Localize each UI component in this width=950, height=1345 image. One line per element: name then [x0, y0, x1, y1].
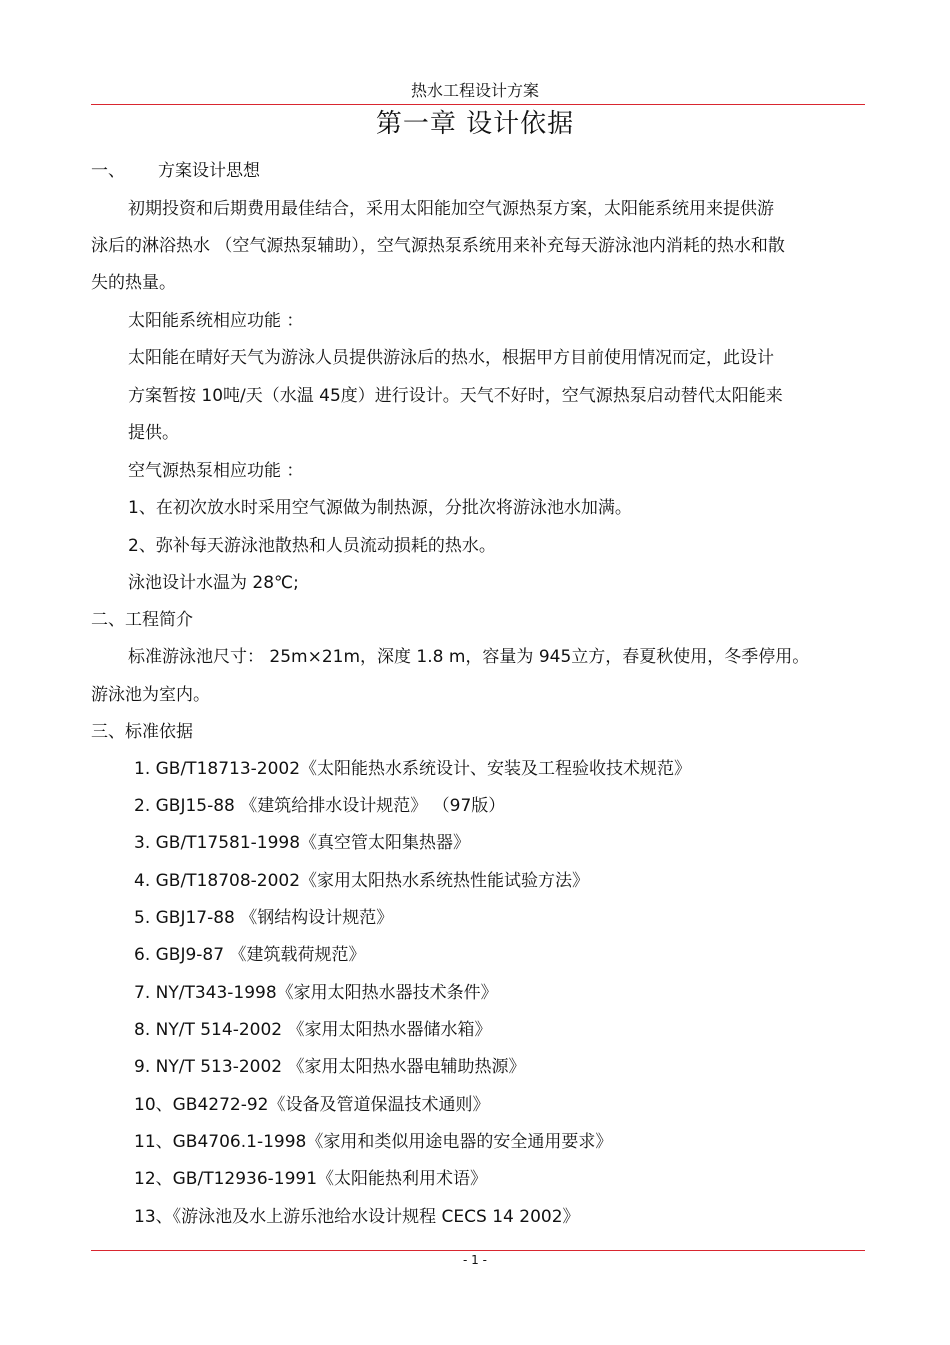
solar-paragraph-line: 方案暂按 10吨/天（水温 45度）进行设计。天气不好时，空气源热泵启动替代太阳能来 — [128, 386, 783, 406]
footer-rule — [91, 1250, 865, 1251]
standard-item: 7. NY/T343-1998《家用太阳热水器技术条件》 — [134, 983, 498, 1003]
standard-item: 5. GBJ17-88 《钢结构设计规范》 — [134, 908, 394, 928]
section2-line: 标准游泳池尺寸： 25m×21m，深度 1.8 m，容量为 945立方，春夏秋使用，冬季停用。 — [128, 647, 810, 667]
standard-item: 9. NY/T 513-2002 《家用太阳热水器电辅助热源》 — [134, 1057, 526, 1077]
page-number: - 1 - — [463, 1253, 487, 1267]
heatpump-list-item: 2、弥补每天游泳池散热和人员流动损耗的热水。 — [128, 536, 496, 556]
chapter-title: 第一章 设计依据 — [375, 109, 575, 139]
standard-item: 4. GB/T18708-2002《家用太阳热水系统热性能试验方法》 — [134, 871, 590, 891]
section1-paragraph-line: 失的热量。 — [91, 273, 176, 293]
section2-heading: 二、工程简介 — [91, 610, 193, 630]
pool-design-temperature: 泳池设计水温为 28℃; — [128, 573, 299, 593]
section1-paragraph-line: 泳后的淋浴热水 （空气源热泵辅助），空气源热泵系统用来补充每天游泳池内消耗的热水和散 — [91, 236, 785, 256]
standard-item: 11、GB4706.1-1998《家用和类似用途电器的安全通用要求》 — [134, 1132, 613, 1152]
solar-function-label: 太阳能系统相应功能 ： — [128, 311, 304, 331]
standard-item: 3. GB/T17581-1998《真空管太阳集热器》 — [134, 833, 471, 853]
standard-item: 12、GB/T12936-1991《太阳能热利用术语》 — [134, 1169, 488, 1189]
running-header: 热水工程设计方案 — [410, 81, 539, 100]
section1-paragraph-line: 初期投资和后期费用最佳结合，采用太阳能加空气源热泵方案，太阳能系统用来提供游 — [128, 199, 774, 219]
standard-item: 2. GBJ15-88 《建筑给排水设计规范》 （97版） — [134, 796, 506, 816]
solar-paragraph-line: 提供。 — [128, 423, 179, 443]
section3-heading: 三、标准依据 — [91, 722, 193, 742]
section1-heading: 方案设计思想 — [158, 161, 260, 181]
standard-item: 6. GBJ9-87 《建筑载荷规范》 — [134, 945, 366, 965]
section2-line: 游泳池为室内。 — [91, 685, 210, 705]
standard-item: 8. NY/T 514-2002 《家用太阳热水器储水箱》 — [134, 1020, 492, 1040]
standard-item: 1. GB/T18713-2002《太阳能热水系统设计、安装及工程验收技术规范》 — [134, 759, 692, 779]
solar-paragraph-line: 太阳能在晴好天气为游泳人员提供游泳后的热水，根据甲方目前使用情况而定，此设计 — [128, 348, 774, 368]
standard-item: 10、GB4272-92《设备及管道保温技术通则》 — [134, 1095, 490, 1115]
heatpump-list-item: 1、在初次放水时采用空气源做为制热源，分批次将游泳池水加满。 — [128, 498, 632, 518]
heatpump-function-label: 空气源热泵相应功能 ： — [128, 461, 304, 481]
standard-item: 13、《游泳池及水上游乐池给水设计规程 CECS 14 2002》 — [134, 1207, 580, 1227]
section1-heading-number: 一、 — [91, 161, 125, 181]
